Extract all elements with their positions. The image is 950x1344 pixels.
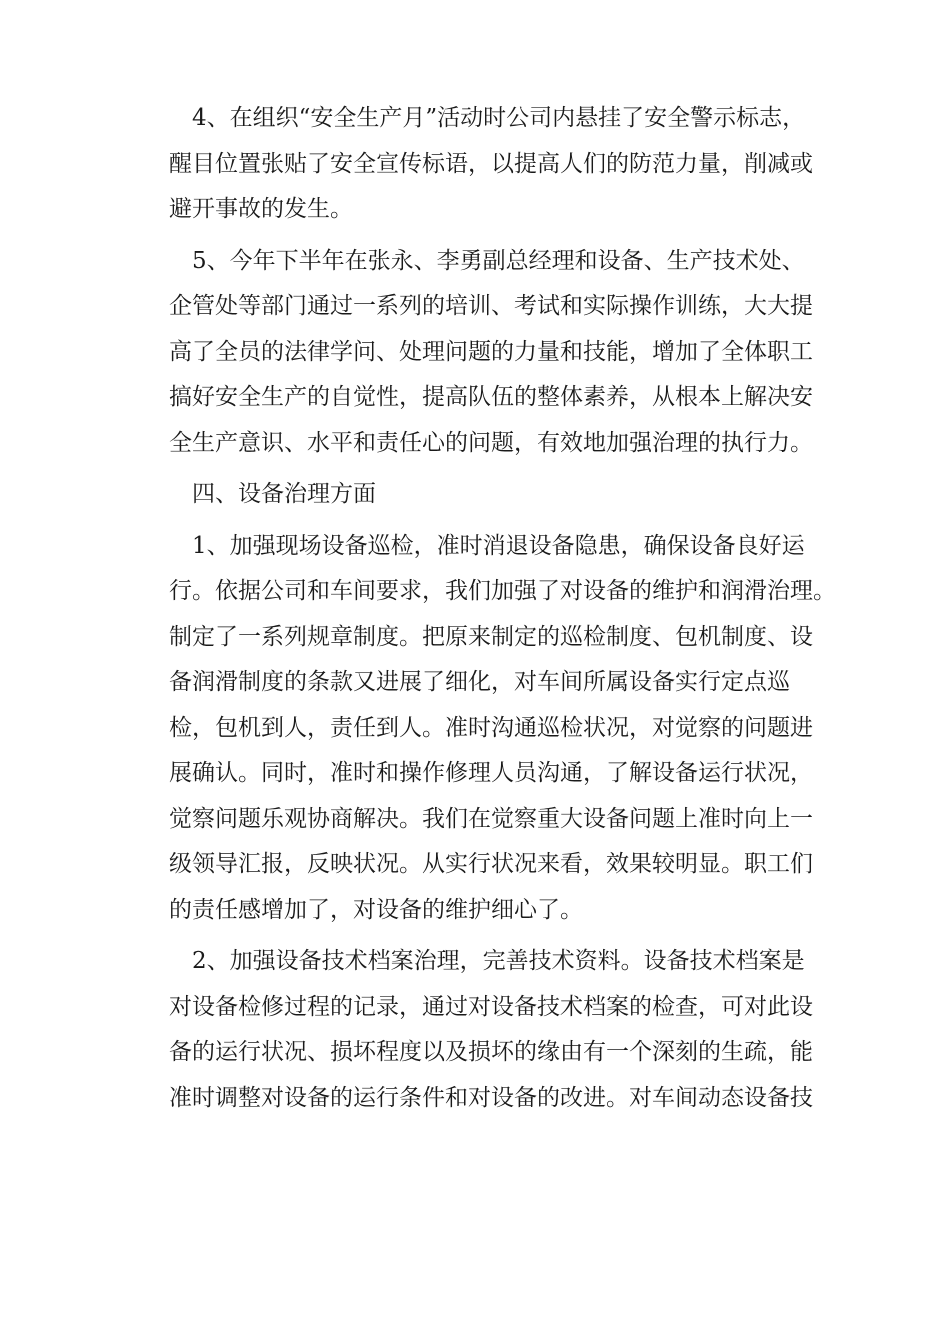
paragraph-item-5	[146, 239, 816, 467]
paragraph-item-4	[146, 96, 816, 233]
text-line: 高了全员的法律学问、处理问题的力量和技能，增加了全体职工	[169, 338, 813, 365]
text-line: 1、加强现场设备巡检，准时消退设备隐患，确保设备良好运	[192, 532, 805, 559]
text-line: 行。依据公司和车间要求，我们加强了对设备的维护和润滑治理。	[169, 578, 836, 604]
text-line: 4、在组织“安全生产月”活动时公司内悬挂了安全警示标志，	[192, 105, 806, 131]
text-line: 展确认。同时，准时和操作修理人员沟通，了解设备运行状况，	[169, 760, 813, 786]
text-line: 备润滑制度的条款又进展了细化，对车间所属设备实行定点巡	[169, 669, 790, 695]
text-line: 准时调整对设备的运行条件和对设备的改进。对车间动态设备技	[169, 1084, 813, 1111]
text-line: 备的运行状况、损坏程度以及损坏的缘由有一个深刻的生疏，能	[169, 1039, 813, 1065]
paragraph-equipment-1	[146, 524, 836, 934]
text-line: 5、今年下半年在张永、李勇副总经理和设备、生产技术处、	[192, 247, 805, 274]
text-line: 企管处等部门通过一系列的培训、考试和实际操作训练，大大提	[169, 293, 813, 319]
document-body	[146, 96, 836, 1127]
text-line: 检，包机到人，责任到人。准时沟通巡检状况，对觉察的问题进	[169, 714, 813, 741]
text-line: 全生产意识、水平和责任心的问题，有效地加强治理的执行力。	[169, 429, 813, 456]
text-line: 觉察问题乐观协商解决。我们在觉察重大设备问题上准时向上一	[169, 805, 813, 832]
section-heading	[146, 472, 816, 518]
heading-line: 四、设备治理方面	[192, 481, 376, 507]
paragraph-equipment-2	[146, 939, 816, 1121]
text-line: 醒目位置张贴了安全宣传标语，以提高人们的防范力量，削减或	[169, 150, 813, 177]
text-line: 级领导汇报，反映状况。从实行状况来看，效果较明显。职工们	[169, 851, 813, 877]
text-line: 制定了一系列规章制度。把原来制定的巡检制度、包机制度、设	[169, 623, 813, 650]
text-line: 对设备检修过程的记录，通过对设备技术档案的检查，可对此设	[169, 993, 813, 1020]
text-line: 搞好安全生产的自觉性，提高队伍的整体素养，从根本上解决安	[169, 384, 813, 410]
text-line: 避开事故的发生。	[169, 196, 353, 222]
text-line: 2、加强设备技术档案治理，完善技术资料。设备技术档案是	[192, 948, 805, 974]
text-line: 的责任感增加了，对设备的维护细心了。	[169, 896, 583, 923]
